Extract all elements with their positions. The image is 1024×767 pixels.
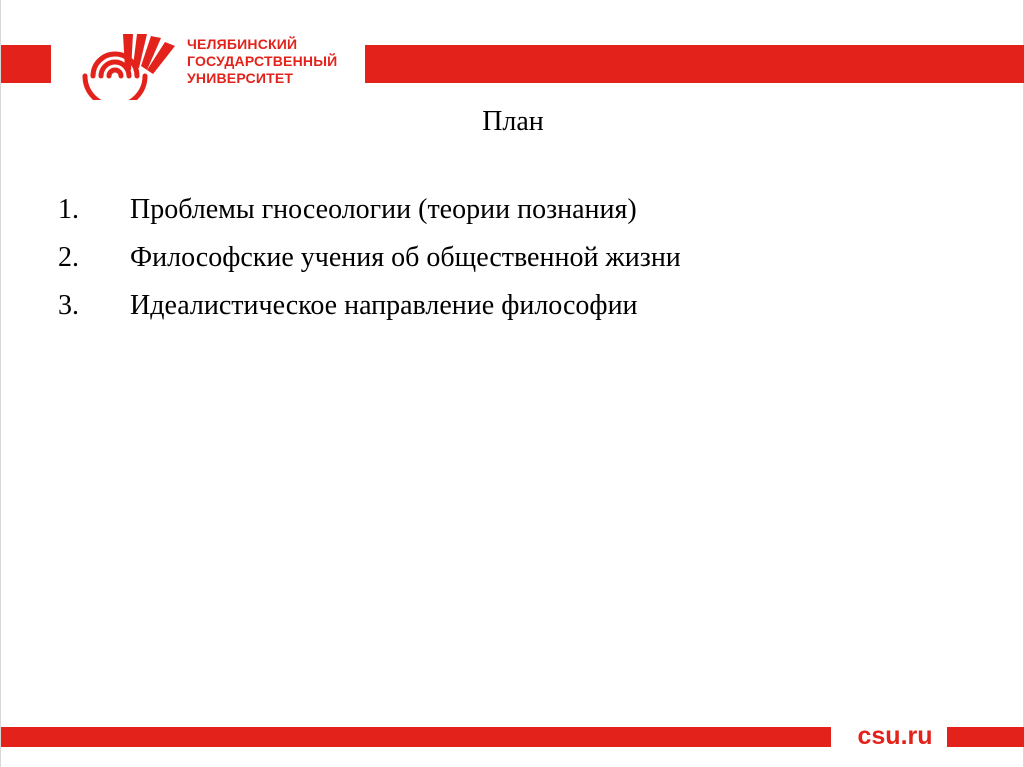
plan-item — [58, 234, 681, 282]
plan-item-text: Проблемы гносеологии (теории познания) — [130, 194, 637, 225]
csu-logo-icon — [81, 30, 181, 100]
footer-bar-left — [1, 727, 831, 747]
footer-bar-right — [947, 727, 1024, 747]
university-name-line-3: УНИВЕРСИТЕТ — [187, 70, 294, 86]
plan-list — [58, 186, 681, 330]
slide-title: План — [482, 106, 544, 137]
university-name-line-1: ЧЕЛЯБИНСКИЙ — [187, 36, 298, 52]
plan-item-number: 3. — [58, 290, 79, 321]
plan-item — [58, 186, 681, 234]
plan-item-number: 1. — [58, 194, 79, 225]
university-name — [187, 36, 337, 87]
plan-item-text: Философские учения об общественной жизни — [130, 242, 681, 273]
university-name-line-2: ГОСУДАРСТВЕННЫЙ — [187, 53, 338, 69]
header-bar-left — [1, 45, 51, 83]
header-bar-right — [365, 45, 1024, 83]
site-link[interactable]: csu.ru — [857, 722, 933, 750]
plan-item-number: 2. — [58, 242, 79, 273]
plan-item — [58, 282, 681, 330]
plan-item-text: Идеалистическое направление философии — [130, 290, 638, 321]
